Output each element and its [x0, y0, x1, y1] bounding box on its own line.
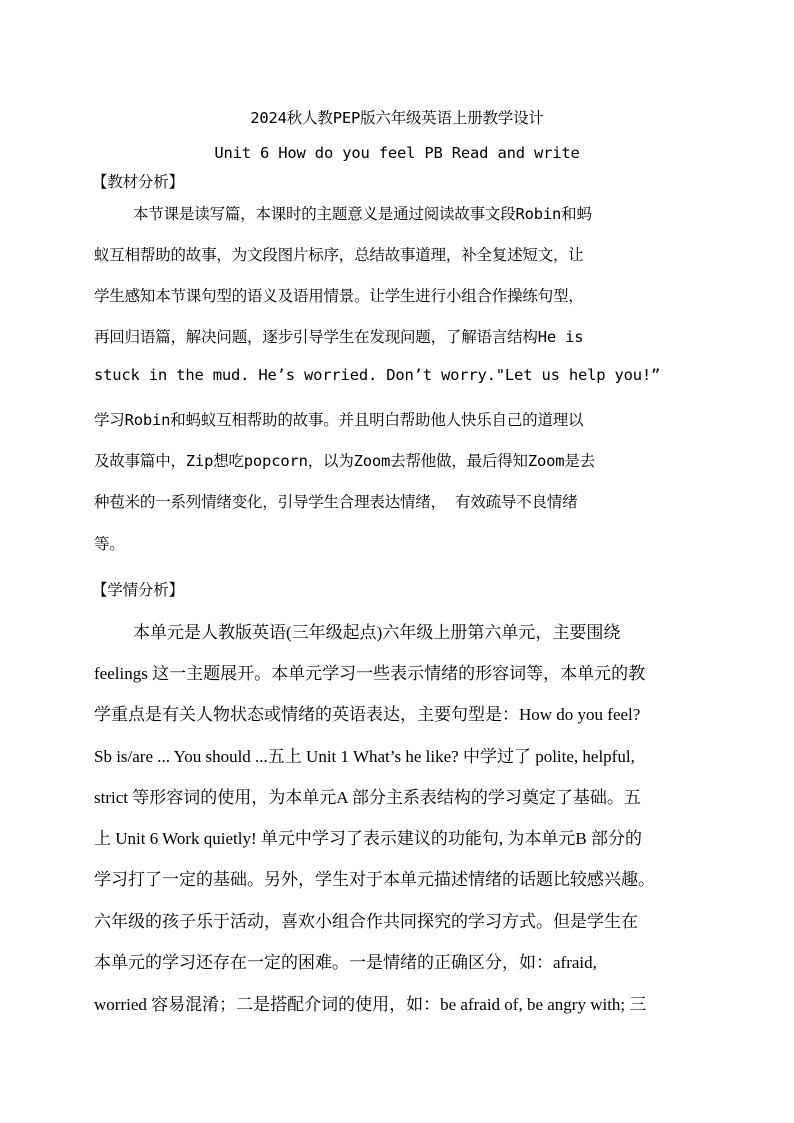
- paragraph-line: 学生感知本节课句型的语义及语用情景。让学生进行小组合作操练句型，: [94, 287, 584, 305]
- paragraph-line: worried 容易混淆；二是搭配介词的使用，如：be afraid of, be angry with; 三: [94, 995, 647, 1014]
- paragraph-line: 本单元是人教版英语(三年级起点)六年级上册第六单元，主要围绕: [133, 623, 621, 642]
- paragraph-line: 种苞米的一系列情绪变化，引导学生合理表达情绪， 有效疏导不良情绪: [94, 493, 578, 511]
- section-heading-student-analysis: 【学情分析】: [92, 581, 184, 599]
- paragraph-line: 本单元的学习还存在一定的困难。一是情绪的正确区分，如：afraid,: [94, 953, 597, 972]
- document-subtitle: Unit 6 How do you feel PB Read and write: [214, 144, 580, 162]
- section-heading-textbook-analysis: 【教材分析】: [92, 173, 184, 191]
- paragraph-line: 学习Robin和蚂蚁互相帮助的故事。并且明白帮助他人快乐自己的道理以: [94, 411, 584, 429]
- paragraph-line: stuck in the mud. He’s worried. Don’t worry."Let us help you!”: [94, 366, 661, 384]
- paragraph-line: strict 等形容词的使用，为本单元A 部分主系表结构的学习奠定了基础。五: [94, 788, 641, 807]
- document-title: 2024秋人教PEP版六年级英语上册教学设计: [250, 109, 544, 127]
- paragraph-line: 学习打了一定的基础。另外，学生对于本单元描述情绪的话题比较感兴趣。: [94, 870, 655, 889]
- paragraph-line: Sb is/are ... You should ...五上 Unit 1 What’s he like? 中学过了 polite, helpful,: [94, 747, 635, 766]
- paragraph-line: 六年级的孩子乐于活动，喜欢小组合作共同探究的学习方式。但是学生在: [94, 912, 638, 931]
- paragraph-line: 学重点是有关人物状态或情绪的英语表达，主要句型是：How do you feel?: [94, 705, 641, 724]
- paragraph-line: 本节课是读写篇，本课时的主题意义是通过阅读故事文段Robin和蚂: [133, 205, 592, 223]
- paragraph-line: 再回归语篇，解决问题，逐步引导学生在发现问题，了解语言结构He is: [94, 328, 584, 346]
- paragraph-line: 蚁互相帮助的故事，为文段图片标序，总结故事道理，补全复述短文，让: [94, 246, 584, 264]
- paragraph-line: 及故事篇中，Zip想吃popcorn，以为Zoom去帮他做，最后得知Zoom是去: [94, 452, 595, 470]
- paragraph-line: feelings 这一主题展开。本单元学习一些表示情绪的形容词等，本单元的教: [94, 664, 646, 683]
- paragraph-line: 等。: [94, 535, 125, 553]
- paragraph-line: 上 Unit 6 Work quietly! 单元中学习了表示建议的功能句, 为本单元B 部分的: [94, 829, 642, 848]
